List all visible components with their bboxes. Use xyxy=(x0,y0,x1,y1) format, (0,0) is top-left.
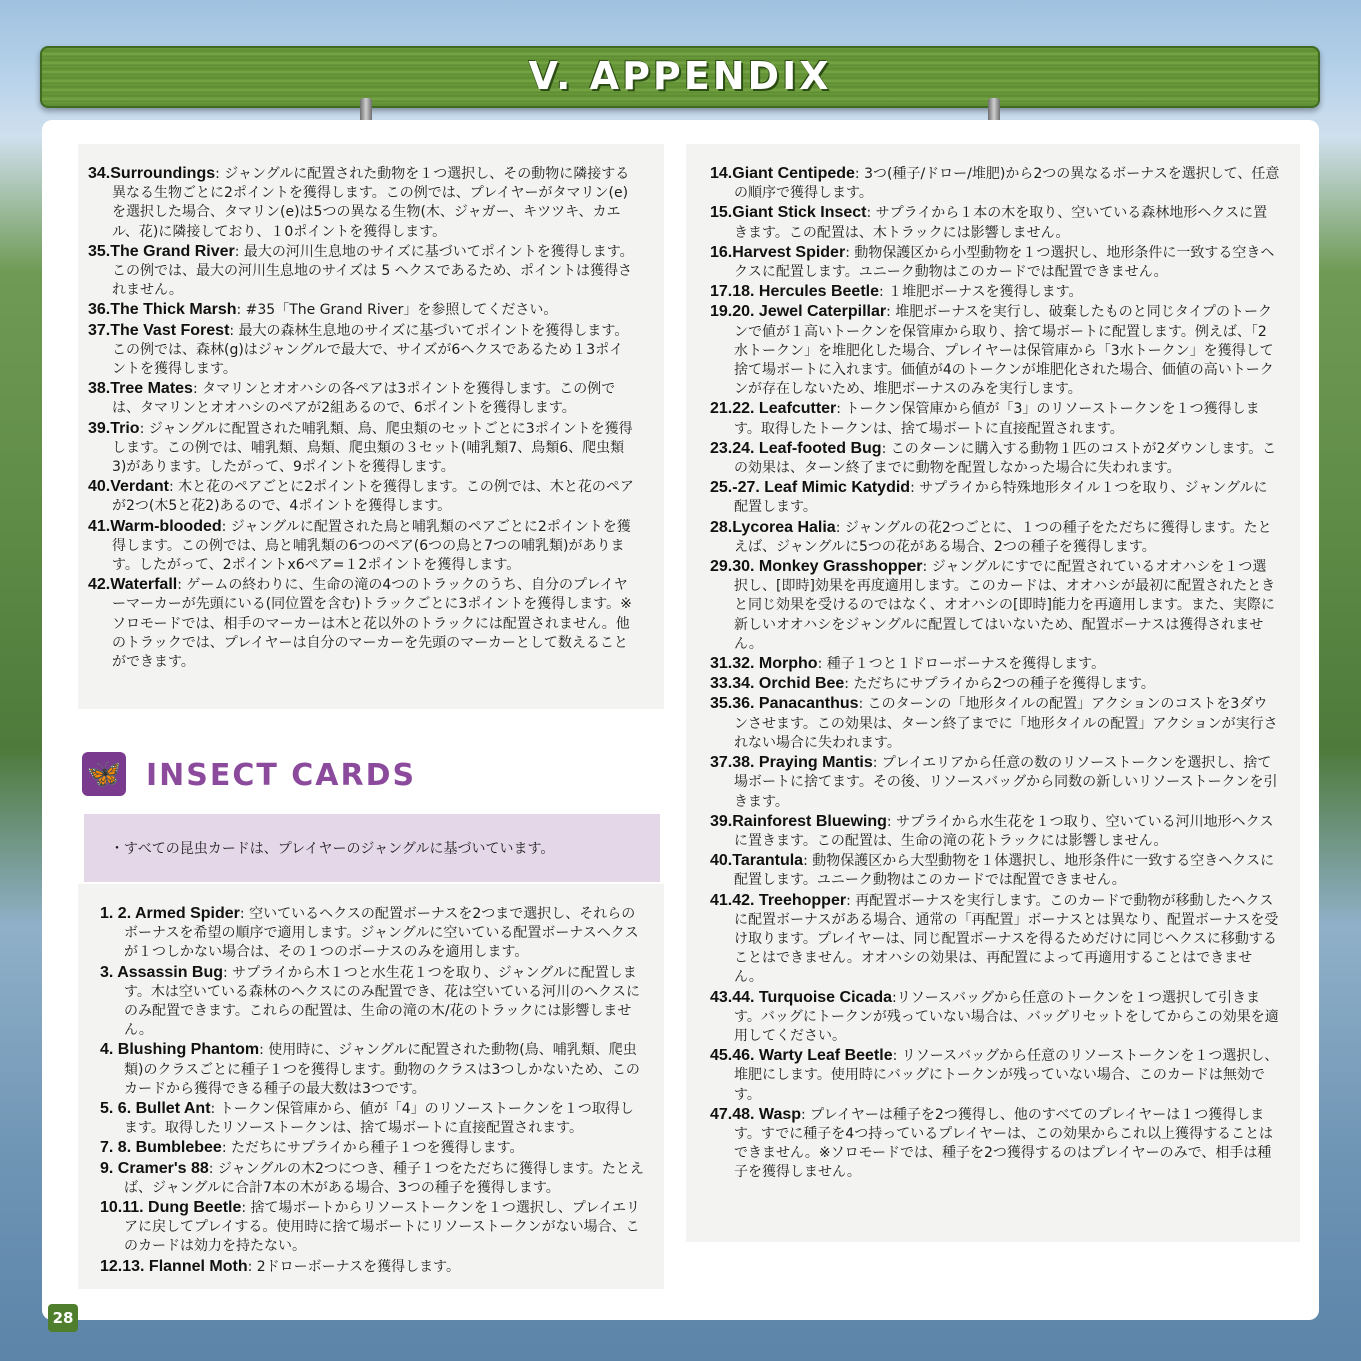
insect-note: ・すべての昆虫カードは、プレイヤーのジャングルに基づいています。 xyxy=(110,841,555,857)
entry-text: : 使用時に、ジャングルに配置された動物(鳥、哺乳類、爬虫類)のクラスごとに種子１つを獲得します。動物のクラスは3つしかないため、このカードから獲得できる種子の最大数は3つです。 xyxy=(124,1042,640,1097)
entry-text: : １堆肥ボーナスを獲得します。 xyxy=(879,284,1083,301)
entry-text: : 動物保護区から小型動物を１つ選択し、地形条件に一致する空きヘクスに配置します。ユニーク動物はこのカードでは配置できません。 xyxy=(734,244,1275,281)
entry-text: : ゲームの終わりに、生命の滝の4つのトラックのうち、自分のプレイヤーマーカーが先頭にいる(同位置を含む)トラックごとに3ポイントを獲得します。※ソロモードでは、相手のマーカーは木と花以外のトラックには配置されません。他のトラックでは、プレイヤーは自分のマーカーを先頭のマーカーとして数えることができます。 xyxy=(112,577,632,671)
entry-text: : サプライから水生花を１つ取り、空いている河川地形ヘクスに置きます。この配置は、生命の滝の花トラックには影響しません。 xyxy=(734,813,1274,849)
entry-name: 37.The Vast Forest xyxy=(88,321,230,339)
list-item xyxy=(710,439,1280,478)
entry-name: 12.13. Flannel Moth xyxy=(100,1257,248,1275)
list-item xyxy=(710,988,1280,1047)
entry-name: 16.Harvest Spider xyxy=(710,243,846,261)
entry-text: : ジャングルの木2つにつき、種子１つをただちに獲得します。たとえば、ジャングルに合計7本の木がある場合、3つの種子を獲得します。 xyxy=(124,1160,644,1196)
entry-name: 33.34. Orchid Bee xyxy=(710,675,845,693)
entry-name: 36.The Thick Marsh xyxy=(88,301,237,319)
list-item xyxy=(88,321,636,380)
list-item xyxy=(88,419,636,478)
entry-name: 3. Assassin Bug xyxy=(100,963,224,981)
list-item xyxy=(100,904,646,963)
entry-name: 1. 2. Armed Spider xyxy=(100,905,240,922)
list-item xyxy=(710,399,1280,438)
entry-name: 14.Giant Centipede xyxy=(710,165,855,182)
entry-text: : このターンの「地形タイルの配置」アクションのコストを3ダウンさせます。この効果は、ターン終了までに「地形タイルの配置」アクションが実行されない場合に失われます。 xyxy=(734,696,1278,751)
entry-text: : ジャングルに配置された鳥と哺乳類のペアごとに2ポイントを獲得します。この例では、鳥と哺乳類の6つのペア(6つの鳥と7つの哺乳類)があります。したがって、2ポイントx6ペア=１2ポイントを獲得します。 xyxy=(112,518,631,574)
butterfly-icon: 🦋 xyxy=(82,752,126,796)
entry-text: : リソースバッグから任意のリソーストークンを１つ選択し、堆肥にします。使用時にバッグにトークンが残っていない場合、このカードは無効です。 xyxy=(734,1048,1279,1103)
left-column-top xyxy=(78,144,664,709)
page-title: V. APPENDIX xyxy=(528,54,832,98)
objective-list xyxy=(88,164,636,672)
entry-text: : 捨て場ボートからリソーストークンを１つ選択し、プレイエリアに戻してプレイする。使用時に捨て場ボートにリソーストークンがない場合、このカードは効力を持たない。 xyxy=(124,1200,641,1255)
entry-text: : トークン保管庫から、値が「4」のリソーストークンを１つ取得します。取得したリソーストークンは、捨て場ボートに直接配置されます。 xyxy=(124,1101,634,1137)
entry-text: : ジャングルにすでに配置されているオオハシを１つ選択し、[即時]効果を再度適用します。このカードは、オオハシが最初に配置されたときと同じ効果を受けるのではなく、オオハシの[即時]能力を再適用します。また、実際に新しいオオハシをジャングルに配置してはいないため、配置ボーナスは獲得されません。 xyxy=(734,559,1276,652)
list-item xyxy=(100,1198,646,1257)
list-item xyxy=(710,694,1280,753)
entry-name: 35.The Grand River xyxy=(88,242,235,260)
insect-section-title: INSECT CARDS xyxy=(146,758,417,793)
entry-name: 34.Surroundings xyxy=(88,165,216,182)
entry-name: 15.Giant Stick Insect xyxy=(710,204,867,222)
entry-name: 42.Waterfall xyxy=(88,576,178,594)
list-item xyxy=(710,164,1280,203)
entry-name: 31.32. Morpho xyxy=(710,655,818,673)
header-banner xyxy=(40,46,1320,108)
list-item xyxy=(710,243,1280,282)
list-item xyxy=(88,379,636,418)
content-page xyxy=(42,120,1319,1320)
entry-text: : ジャングルに配置された哺乳類、鳥、爬虫類のセットごとに3ポイントを獲得します。この例では、哺乳類、鳥類、爬虫類の３セット(哺乳類7、鳥類6、爬虫類3)があります。したがって、9ポイントを獲得します。 xyxy=(112,420,633,476)
entry-name: 37.38. Praying Mantis xyxy=(710,754,873,772)
entry-name: 17.18. Hercules Beetle xyxy=(710,283,879,301)
entry-name: 39.Trio xyxy=(88,419,140,437)
entry-name: 4. Blushing Phantom xyxy=(100,1041,260,1059)
entry-text: : 最大の森林生息地のサイズに基づいてポイントを獲得します。この例では、森林(g)はジャングルで最大で、サイズが6ヘクスであるため１3ポイントを獲得します。 xyxy=(112,322,629,378)
entry-text: : 3つ(種子/ドロー/堆肥)から2つの異なるボーナスを選択して、任意の順序で獲得します。 xyxy=(734,166,1280,202)
entry-text: : 動物保護区から大型動物を１体選択し、地形条件に一致する空きヘクスに配置します。ユニーク動物はこのカードでは配置できません。 xyxy=(734,853,1275,889)
entry-text: : サプライから１本の木を取り、空いている森林地形ヘクスに置きます。この配置は、木トラックには影響しません。 xyxy=(734,205,1268,241)
list-item xyxy=(710,1046,1280,1105)
entry-name: 7. 8. Bumblebee xyxy=(100,1139,222,1157)
list-item xyxy=(710,891,1280,988)
list-item xyxy=(100,1257,646,1277)
entry-name: 47.48. Wasp xyxy=(710,1105,802,1123)
entry-text: : 堆肥ボーナスを実行し、破棄したものと同じタイプのトークンで値が１高いトークンを保管庫から取り、捨て場ボートに配置します。例えば、「2水トークン」を堆肥化した場合、プレイヤーは保管庫から「3水トークン」を獲得して捨て場ボートに入れます。価値が4のトークンが堆肥化された場合、価値の高いトークンが存在しないため、堆肥ボーナスのみを実行します。 xyxy=(734,304,1274,398)
list-item xyxy=(710,478,1280,517)
entry-text: : #35「The Grand River」を参照してください。 xyxy=(236,302,558,319)
entry-name: 39.Rainforest Bluewing xyxy=(710,812,887,830)
left-column-bottom xyxy=(78,884,664,1289)
entry-text: : サプライから特殊地形タイル１つを取り、ジャングルに配置します。 xyxy=(734,480,1268,516)
entry-text: : ただちにサプライから種子１つを獲得します。 xyxy=(221,1140,524,1157)
entry-name: 35.36. Panacanthus xyxy=(710,695,859,713)
list-item xyxy=(100,963,646,1041)
list-item xyxy=(100,1040,646,1099)
entry-text: : プレイヤーは種子を2つ獲得し、他のすべてのプレイヤーは１つ獲得します。すでに種子を4つ持っているプレイヤーは、この効果からこれ以上獲得することはできません。※ソロモードでは、種子を2つ獲得するのはプレイヤーのみで、相手は種子を獲得しません。 xyxy=(734,1106,1273,1181)
list-item xyxy=(88,164,636,242)
entry-text: : 再配置ボーナスを実行します。このカードで動物が移動したヘクスに配置ボーナスがある場合、通常の「再配置」ボーナスとは異なり、配置ボーナスを受け取ります。プレイヤーは、同じ配置ボーナスを得るためだけに同じヘクスに移動することはできません。オオハシの効果は、再配置によって再適用することはできません。 xyxy=(734,892,1279,986)
entry-text: :リソースバッグから任意のトークンを１つ選択して引きます。バッグにトークンが残っていない場合は、バッグリセットをしてからこの効果を適用してください。 xyxy=(734,989,1279,1044)
entry-text: : このターンに購入する動物１匹のコストが2ダウンします。この効果は、ターン終了までに動物を配置しなかった場合に失われます。 xyxy=(734,440,1277,477)
entry-name: 41.Warm-blooded xyxy=(88,517,222,535)
entry-text: : 種子１つと１ドローボーナスを獲得します。 xyxy=(817,656,1106,673)
entry-name: 43.44. Turquoise Cicada xyxy=(710,988,892,1006)
list-item xyxy=(710,203,1280,242)
list-item xyxy=(88,300,636,320)
entry-text: : 2ドローボーナスを獲得します。 xyxy=(247,1258,460,1275)
list-item xyxy=(88,575,636,672)
entry-name: 5. 6. Bullet Ant xyxy=(100,1100,211,1118)
entry-name: 19.20. Jewel Caterpillar xyxy=(710,303,887,321)
insect-note-box xyxy=(84,814,660,882)
list-item xyxy=(100,1099,646,1138)
entry-text: : 木と花のペアごとに2ポイントを獲得します。この例では、木と花のペアが2つ(木5と花2)あるので、4ポイントを獲得します。 xyxy=(112,479,634,515)
list-item xyxy=(710,282,1280,302)
insect-list-a xyxy=(100,904,646,1277)
entry-name: 23.24. Leaf-footed Bug xyxy=(710,439,882,457)
list-item xyxy=(710,851,1280,890)
entry-name: 29.30. Monkey Grasshopper xyxy=(710,558,923,576)
entry-text: : トークン保管庫から値が「3」のリソーストークンを１つ獲得します。取得したトークンは、捨て場ボートに直接配置されます。 xyxy=(734,401,1260,437)
list-item xyxy=(88,242,636,301)
entry-text: : 最大の河川生息地のサイズに基づいてポイントを獲得します。この例では、最大の河川生息地のサイズは 5 ヘクスであるため、ポイントは獲得されません。 xyxy=(112,243,634,299)
right-column xyxy=(686,144,1300,1242)
entry-text: : ジャングルに配置された動物を１つ選択し、その動物に隣接する異なる生物ごとに2ポイントを獲得します。この例では、プレイヤーがタマリン(e)を選択した場合、タマリン(e)は5つの異なる生物(木、ジャガー、キツツキ、カエル、花)に隣接しており、１0ポイントを獲得します。 xyxy=(112,166,630,240)
entry-text: : ジャングルの花2つごとに、１つの種子をただちに獲得します。たとえば、ジャングルに5つの花がある場合、2つの種子を獲得します。 xyxy=(734,519,1272,555)
entry-text: : プレイエリアから任意の数のリソーストークンを選択し、捨て場ボートに捨てます。その後、リソースバッグから同数の新しいリソーストークンを引きます。 xyxy=(734,755,1278,810)
page-number: 28 xyxy=(48,1304,78,1332)
entry-text: : タマリンとオオハシの各ペアは3ポイントを獲得します。この例では、タマリンとオオハシのペアが2組あるので、6ポイントを獲得します。 xyxy=(112,381,616,417)
entry-text: : サプライから木１つと水生花１つを取り、ジャングルに配置します。木は空いている森林のヘクスにのみ配置でき、花は空いている河川のヘクスにのみ配置できます。これらの配置は、生命の滝の木/花のトラックには影響しません。 xyxy=(124,964,641,1039)
entry-name: 25.-27. Leaf Mimic Katydid xyxy=(710,479,911,497)
list-item xyxy=(88,517,636,576)
entry-name: 45.46. Warty Leaf Beetle xyxy=(710,1047,893,1065)
list-item xyxy=(710,753,1280,812)
list-item xyxy=(710,1105,1280,1183)
list-item xyxy=(710,674,1280,694)
entry-name: 28.Lycorea Halia xyxy=(710,518,836,536)
insect-list-b xyxy=(710,164,1280,1183)
entry-name: 41.42. Treehopper xyxy=(710,891,847,909)
list-item xyxy=(710,812,1280,851)
list-item xyxy=(100,1138,646,1158)
list-item xyxy=(710,302,1280,399)
list-item xyxy=(88,477,636,516)
list-item xyxy=(710,557,1280,654)
entry-name: 9. Cramer's 88 xyxy=(100,1159,209,1177)
list-item xyxy=(710,518,1280,557)
entry-name: 40.Tarantula xyxy=(710,852,804,870)
list-item xyxy=(710,654,1280,674)
entry-name: 40.Verdant xyxy=(88,478,169,496)
entry-name: 21.22. Leafcutter xyxy=(710,400,837,418)
entry-name: 38.Tree Mates xyxy=(88,380,193,398)
entry-text: : 空いているヘクスの配置ボーナスを2つまで選択し、それらのボーナスを希望の順序で適用します。ジャングルに空いている配置ボーナスヘクスが１つしかない場合は、その１つのボーナスのみを適用します。 xyxy=(124,906,639,961)
entry-text: : ただちにサプライから2つの種子を獲得します。 xyxy=(844,676,1155,693)
entry-name: 10.11. Dung Beetle xyxy=(100,1199,242,1217)
list-item xyxy=(100,1159,646,1198)
